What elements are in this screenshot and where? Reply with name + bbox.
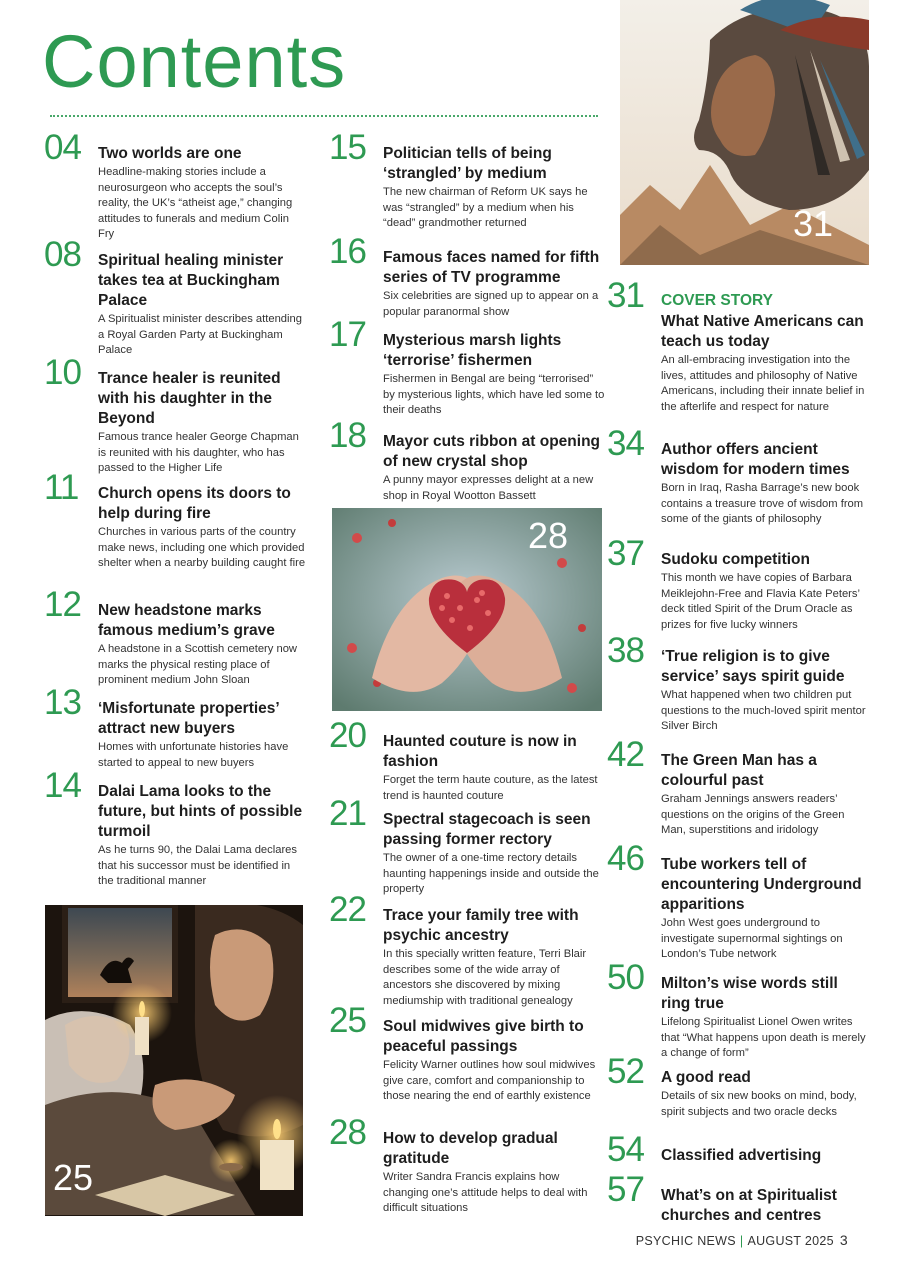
- entry-headline: Mayor cuts ribbon at opening of new crystal shop: [383, 433, 601, 470]
- page-title: Contents: [42, 20, 347, 103]
- page-number: 28: [329, 1113, 366, 1152]
- entry-headline: The Green Man has a colourful past: [661, 752, 817, 789]
- contents-entry[interactable]: [607, 839, 867, 964]
- entry-description: A punny mayor expresses delight at a new shop in Royal Wootton Bassett: [383, 474, 594, 502]
- entry-headline: ‘Misfortunate properties’ attract new buyers: [98, 700, 279, 737]
- entry-description: In this specially written feature, Terri Blair describes some of the wide array of ancestors she discovered by mixing mediumship with traditional genealogy: [383, 948, 587, 1007]
- contents-column-2-top: [329, 128, 605, 508]
- entry-headline: Mysterious marsh lights ‘terrorise’ fishermen: [383, 332, 562, 369]
- page-number: 57: [607, 1170, 644, 1209]
- contents-entry[interactable]: [44, 468, 308, 591]
- page-number: 12: [44, 585, 81, 624]
- entry-description: This month we have copies of Barbara Meiklejohn-Free and Flavia Kate Peters’ deck titled Spirit of the Drum Oracle as prizes for five lucky winners: [661, 572, 860, 631]
- entry-description: Churches in various parts of the country make news, including one which provided shelter when a nearby building caught fire: [98, 526, 306, 570]
- contents-entry[interactable]: [329, 232, 605, 321]
- entry-headline: Haunted couture is now in fashion: [383, 733, 577, 770]
- entry-headline: Famous faces named for fifth series of TV programme: [383, 249, 600, 286]
- page-number: 10: [44, 353, 81, 392]
- page-footer: [636, 1232, 848, 1248]
- contents-entry[interactable]: [329, 416, 605, 508]
- contents-entry[interactable]: [329, 890, 605, 1007]
- contents-entry[interactable]: [329, 716, 605, 802]
- entry-description: Details of six new books on mind, body, spirit subjects and two oracle decks: [661, 1090, 857, 1118]
- entry-description: Famous trance healer George Chapman is reunited with his daughter, who has passed to the Higher Life: [98, 431, 299, 475]
- contents-entry[interactable]: [44, 585, 308, 689]
- page-number: 17: [329, 315, 366, 354]
- heart-hands-photo: [332, 508, 602, 711]
- entry-description: Lifelong Spiritualist Lionel Owen writes that “What happens upon death is merely a change of form”: [661, 1016, 866, 1060]
- entry-headline: Spiritual healing minister takes tea at Buckingham Palace: [98, 252, 284, 309]
- footer-separator: |: [739, 1234, 744, 1248]
- contents-entry[interactable]: [607, 1130, 867, 1176]
- cover-story-entry[interactable]: [607, 276, 867, 430]
- entry-description: Homes with unfortunate histories have started to appeal to new buyers: [98, 741, 289, 769]
- contents-entry[interactable]: [607, 631, 867, 741]
- page-number: 42: [607, 735, 644, 774]
- entry-headline: Milton’s wise words still ring true: [661, 975, 838, 1012]
- cover-story-label: COVER STORY: [661, 292, 773, 309]
- page-number: 34: [607, 424, 644, 463]
- entry-description: A headstone in a Scottish cemetery now marks the physical resting place of prominent medium John Sloan: [98, 643, 298, 687]
- entry-headline: Politician tells of being ‘strangled’ by medium: [383, 145, 552, 182]
- entry-headline: ‘True religion is to give service’ says spirit guide: [661, 648, 845, 685]
- entry-headline: Dalai Lama looks to the future, but hints of possible turmoil: [98, 783, 303, 840]
- page-number: 22: [329, 890, 366, 929]
- entry-description: Felicity Warner outlines how soul midwives give care, comfort and companionship to those nearing the end of earthly existence: [383, 1059, 596, 1103]
- page-number: 08: [44, 235, 81, 274]
- entry-description: As he turns 90, the Dalai Lama declares that his successor must be identified in the traditional manner: [98, 844, 297, 888]
- contents-entry[interactable]: [607, 1170, 867, 1226]
- entry-headline: How to develop gradual gratitude: [383, 1130, 558, 1167]
- entry-headline: Trance healer is reunited with his daughter in the Beyond: [98, 370, 281, 427]
- page-number: 04: [44, 128, 81, 167]
- issue-date: AUGUST 2025: [747, 1234, 834, 1248]
- folio-page-number: 3: [839, 1232, 848, 1248]
- contents-entry[interactable]: [607, 735, 867, 845]
- entry-headline: Church opens its doors to help during fire: [98, 485, 291, 522]
- page-number: 21: [329, 794, 366, 833]
- page-number: 16: [329, 232, 366, 271]
- entry-headline: What’s on at Spiritualist churches and centres: [661, 1187, 837, 1224]
- entry-description: The new chairman of Reform UK says he was “strangled” by a medium when his “dead” grandmother returned: [383, 186, 588, 230]
- photo-page-number: 31: [793, 203, 834, 244]
- entry-headline: Trace your family tree with psychic ancestry: [383, 907, 579, 944]
- photo-page-number: 28: [528, 515, 569, 556]
- entry-headline: What Native Americans can teach us today: [661, 313, 864, 350]
- page-number: 52: [607, 1052, 644, 1091]
- entry-headline: Spectral stagecoach is seen passing former rectory: [383, 811, 591, 848]
- entry-headline: Tube workers tell of encountering Underground apparitions: [661, 856, 862, 913]
- contents-column-2-bottom: [329, 716, 605, 1215]
- entry-description: A Spiritualist minister describes attending a Royal Garden Party at Buckingham Palace: [98, 313, 302, 357]
- page-number: 11: [44, 468, 79, 507]
- entry-description: Six celebrities are signed up to appear on a popular paranormal show: [383, 290, 599, 318]
- page-number: 31: [607, 276, 644, 315]
- entry-description: Writer Sandra Francis explains how changing one’s attitude helps to deal with difficult situations: [383, 1171, 588, 1215]
- contents-entry[interactable]: [607, 958, 867, 1060]
- entry-headline: A good read: [661, 1069, 751, 1086]
- page-number: 20: [329, 716, 366, 755]
- entry-headline: Soul midwives give birth to peaceful passings: [383, 1018, 584, 1055]
- contents-column-1: [44, 128, 308, 890]
- entry-headline: New headstone marks famous medium’s grave: [98, 602, 275, 639]
- entry-description: The owner of a one-time rectory details haunting happenings inside and outside the property: [383, 852, 599, 896]
- entry-description: Forget the term haute couture, as the latest trend is haunted couture: [383, 774, 598, 802]
- contents-entry[interactable]: [44, 235, 308, 359]
- contents-entry[interactable]: [44, 766, 308, 890]
- page-number: 38: [607, 631, 644, 670]
- entry-description: Graham Jennings answers readers’ questions on the origins of the Green Man, superstitions and iridology: [661, 793, 845, 837]
- contents-entry[interactable]: [607, 424, 867, 540]
- entry-headline: Two worlds are one: [98, 145, 242, 162]
- title-divider: [50, 115, 598, 117]
- contents-entry[interactable]: [44, 353, 308, 475]
- contents-entry[interactable]: [329, 1113, 605, 1215]
- page-number: 14: [44, 766, 81, 805]
- entry-description: An all-embracing investigation into the lives, attitudes and philosophy of Native Americans, including their innate belief in the afterlife and respect for nature: [661, 354, 865, 413]
- entry-headline: Author offers ancient wisdom for modern times: [661, 441, 850, 478]
- contents-entry[interactable]: [329, 794, 605, 896]
- entry-headline: Sudoku competition: [661, 551, 810, 568]
- contents-entry[interactable]: [44, 128, 308, 241]
- native-american-photo: [620, 0, 869, 265]
- entry-description: Headline-making stories include a neurosurgeon who accepts the soul’s reality, the UK’s “atheist age,” changing attitudes to funerals and medium Colin Fry: [98, 166, 293, 241]
- page-number: 13: [44, 683, 81, 722]
- photo-page-number: 25: [53, 1157, 94, 1198]
- page-number: 46: [607, 839, 644, 878]
- magazine-name: PSYCHIC NEWS: [635, 1234, 736, 1248]
- contents-entry[interactable]: [44, 683, 308, 772]
- contents-entry[interactable]: [329, 1001, 605, 1119]
- contents-entry[interactable]: [607, 534, 867, 637]
- contents-column-3: [607, 276, 867, 1226]
- entry-headline: Classified advertising: [661, 1147, 822, 1164]
- page-number: 18: [329, 416, 366, 455]
- contents-entry[interactable]: [329, 315, 605, 422]
- entry-description: Born in Iraq, Rasha Barrage’s new book contains a treasure trove of wisdom from some of the giants of philosophy: [661, 482, 864, 526]
- page-number: 37: [607, 534, 644, 573]
- page-number: 15: [329, 128, 366, 167]
- contents-entry[interactable]: [329, 128, 605, 238]
- contents-entry[interactable]: [607, 1052, 867, 1136]
- entry-description: Fishermen in Bengal are being “terrorised” by mysterious lights, which have led some to their deaths: [383, 373, 605, 417]
- entry-description: What happened when two children put questions to the much-loved spirit mentor Silver Birch: [661, 689, 866, 733]
- candlelight-photo: [45, 905, 303, 1216]
- page-number: 54: [607, 1130, 644, 1169]
- entry-description: John West goes underground to investigate supernormal sightings on London’s Tube network: [661, 917, 843, 961]
- page-number: 50: [607, 958, 644, 997]
- page-number: 25: [329, 1001, 366, 1040]
